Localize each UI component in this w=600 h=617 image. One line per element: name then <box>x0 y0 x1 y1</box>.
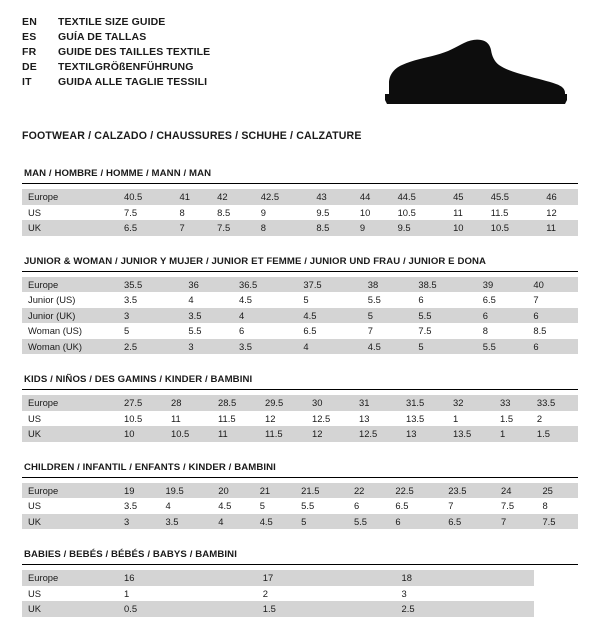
size-cell: 13.5 <box>447 426 494 442</box>
size-cell: 2.5 <box>396 601 535 617</box>
size-cell: 13.5 <box>400 411 447 427</box>
size-cell: 22.5 <box>389 483 442 499</box>
size-cell: 6.5 <box>442 514 495 530</box>
language-titles-body <box>22 16 210 91</box>
size-cell: 4.5 <box>254 514 295 530</box>
size-group-title: KIDS / NIÑOS / DES GAMINS / KINDER / BAMBINI <box>24 374 253 385</box>
size-group <box>22 462 578 530</box>
size-cell: 4.5 <box>362 339 413 355</box>
row-label: Woman (US) <box>22 323 118 339</box>
size-cell: 12 <box>259 411 306 427</box>
size-cell: 42 <box>211 189 255 205</box>
size-cell: 10 <box>447 220 485 236</box>
table-row <box>22 220 578 236</box>
table-row <box>22 339 578 355</box>
size-group-title: BABIES / BEBÉS / BÉBÉS / BABYS / BAMBINI <box>24 549 237 560</box>
size-cell: 21.5 <box>295 483 348 499</box>
size-groups <box>22 168 578 617</box>
table-row <box>22 308 578 324</box>
table-row <box>22 586 578 602</box>
footwear-section-title: FOOTWEAR / CALZADO / CHAUSSURES / SCHUHE / CALZATURE <box>22 130 362 142</box>
size-cell: 7 <box>527 292 578 308</box>
language-title: GUÍA DE TALLAS <box>58 30 147 43</box>
size-cell: 28.5 <box>212 395 259 411</box>
size-cell: 42.5 <box>255 189 311 205</box>
size-cell: 6.5 <box>389 498 442 514</box>
size-cell: 6.5 <box>297 323 361 339</box>
size-cell: 3.5 <box>118 498 159 514</box>
size-cell: 7 <box>442 498 495 514</box>
size-cell: 24 <box>495 483 536 499</box>
row-label: US <box>22 205 118 221</box>
size-cell: 40 <box>527 277 578 293</box>
divider <box>22 477 578 478</box>
size-cell: 7.5 <box>536 514 578 530</box>
table-row <box>22 514 578 530</box>
size-cell: 32 <box>447 395 494 411</box>
size-cell: 5.5 <box>362 292 413 308</box>
size-cell: 9 <box>354 220 392 236</box>
empty-cell <box>534 570 578 586</box>
size-cell: 29.5 <box>259 395 306 411</box>
size-cell: 3 <box>118 308 182 324</box>
size-cell: 7.5 <box>118 205 174 221</box>
language-title: GUIDA ALLE TAGLIE TESSILI <box>58 75 208 88</box>
row-label: Junior (UK) <box>22 308 118 324</box>
size-group <box>22 549 578 617</box>
size-cell: 11.5 <box>259 426 306 442</box>
size-cell: 11 <box>165 411 212 427</box>
size-cell: 8 <box>174 205 212 221</box>
empty-cell <box>534 586 578 602</box>
size-cell: 3.5 <box>118 292 182 308</box>
size-cell: 8.5 <box>211 205 255 221</box>
size-cell: 0.5 <box>118 601 257 617</box>
size-cell: 1.5 <box>257 601 396 617</box>
size-cell: 5 <box>118 323 182 339</box>
size-cell: 4 <box>182 292 233 308</box>
size-cell: 3 <box>118 514 159 530</box>
size-cell: 7.5 <box>412 323 476 339</box>
row-label: US <box>22 411 118 427</box>
empty-cell <box>534 601 578 617</box>
size-cell: 44 <box>354 189 392 205</box>
size-cell: 39 <box>477 277 528 293</box>
size-cell: 4.5 <box>297 308 361 324</box>
size-cell: 6 <box>477 308 528 324</box>
row-label: UK <box>22 426 118 442</box>
size-cell: 6.5 <box>477 292 528 308</box>
size-cell: 12.5 <box>306 411 353 427</box>
size-cell: 6 <box>527 308 578 324</box>
table-row <box>22 323 578 339</box>
size-cell: 38.5 <box>412 277 476 293</box>
size-cell: 22 <box>348 483 389 499</box>
size-cell: 8 <box>536 498 578 514</box>
size-cell: 1.5 <box>494 411 531 427</box>
row-label: US <box>22 498 118 514</box>
size-cell: 1 <box>494 426 531 442</box>
size-cell: 3 <box>396 586 535 602</box>
size-cell: 19.5 <box>159 483 212 499</box>
size-cell: 19 <box>118 483 159 499</box>
size-group-title: CHILDREN / INFANTIL / ENFANTS / KINDER / BAMBINI <box>24 461 276 473</box>
size-cell: 11 <box>540 220 578 236</box>
row-label: Europe <box>22 395 118 411</box>
language-code: EN <box>22 16 37 28</box>
size-cell: 4 <box>297 339 361 355</box>
row-label: Junior (US) <box>22 292 118 308</box>
row-label: UK <box>22 601 118 617</box>
size-cell: 16 <box>118 570 257 586</box>
size-cell: 30 <box>306 395 353 411</box>
size-cell: 5.5 <box>412 308 476 324</box>
size-table <box>22 189 578 236</box>
language-row <box>22 76 210 91</box>
size-cell: 20 <box>212 483 253 499</box>
size-cell: 7 <box>362 323 413 339</box>
size-cell: 1 <box>118 586 257 602</box>
size-cell: 8.5 <box>310 220 354 236</box>
size-cell: 13 <box>400 426 447 442</box>
size-cell: 35.5 <box>118 277 182 293</box>
row-label: Woman (UK) <box>22 339 118 355</box>
language-title: TEXTILE SIZE GUIDE <box>58 16 166 28</box>
row-label: Europe <box>22 570 118 586</box>
table-row <box>22 205 578 221</box>
size-cell: 38 <box>362 277 413 293</box>
size-cell: 5 <box>412 339 476 355</box>
size-cell: 28 <box>165 395 212 411</box>
size-table <box>22 570 578 617</box>
language-title: TEXTILGRÖßENFÜHRUNG <box>58 60 194 73</box>
size-cell: 11.5 <box>485 205 541 221</box>
document-header <box>22 16 578 116</box>
size-cell: 18 <box>396 570 535 586</box>
size-cell: 31.5 <box>400 395 447 411</box>
language-code: ES <box>22 30 37 43</box>
size-cell: 3.5 <box>182 308 233 324</box>
table-row <box>22 426 578 442</box>
size-cell: 37.5 <box>297 277 361 293</box>
language-code: IT <box>22 75 32 88</box>
size-cell: 6 <box>527 339 578 355</box>
size-cell: 4.5 <box>212 498 253 514</box>
size-cell: 11 <box>447 205 485 221</box>
table-row <box>22 292 578 308</box>
size-cell: 7 <box>174 220 212 236</box>
size-cell: 13 <box>353 411 400 427</box>
size-cell: 8 <box>255 220 311 236</box>
size-cell: 7.5 <box>495 498 536 514</box>
size-group <box>22 374 578 442</box>
dress-shoe-icon <box>380 36 570 108</box>
size-cell: 2 <box>257 586 396 602</box>
size-cell: 6 <box>412 292 476 308</box>
language-row <box>22 61 210 76</box>
size-cell: 40.5 <box>118 189 174 205</box>
size-cell: 2 <box>531 411 578 427</box>
size-cell: 45.5 <box>485 189 541 205</box>
table-row <box>22 411 578 427</box>
size-cell: 5.5 <box>182 323 233 339</box>
divider <box>22 564 578 565</box>
table-row <box>22 395 578 411</box>
size-cell: 10 <box>118 426 165 442</box>
size-cell: 9.5 <box>392 220 448 236</box>
size-cell: 3.5 <box>159 514 212 530</box>
size-cell: 44.5 <box>392 189 448 205</box>
size-group <box>22 256 578 355</box>
size-cell: 6 <box>348 498 389 514</box>
language-code: FR <box>22 45 37 58</box>
size-cell: 6.5 <box>118 220 174 236</box>
size-cell: 4.5 <box>233 292 297 308</box>
size-cell: 2.5 <box>118 339 182 355</box>
size-cell: 31 <box>353 395 400 411</box>
size-table <box>22 483 578 530</box>
size-cell: 1.5 <box>531 426 578 442</box>
size-cell: 3.5 <box>233 339 297 355</box>
language-row <box>22 46 210 61</box>
size-cell: 12 <box>540 205 578 221</box>
size-cell: 23.5 <box>442 483 495 499</box>
size-cell: 33.5 <box>531 395 578 411</box>
size-cell: 5 <box>362 308 413 324</box>
size-cell: 5.5 <box>477 339 528 355</box>
size-cell: 5 <box>297 292 361 308</box>
size-cell: 6 <box>233 323 297 339</box>
size-cell: 3 <box>182 339 233 355</box>
row-label: US <box>22 586 118 602</box>
size-cell: 7.5 <box>211 220 255 236</box>
table-row <box>22 601 578 617</box>
table-row <box>22 277 578 293</box>
size-cell: 46 <box>540 189 578 205</box>
size-cell: 4 <box>212 514 253 530</box>
table-row <box>22 189 578 205</box>
size-cell: 45 <box>447 189 485 205</box>
divider <box>22 183 578 184</box>
size-cell: 36 <box>182 277 233 293</box>
size-cell: 8.5 <box>527 323 578 339</box>
size-cell: 4 <box>233 308 297 324</box>
size-cell: 10.5 <box>485 220 541 236</box>
size-cell: 10 <box>354 205 392 221</box>
size-table <box>22 277 578 355</box>
language-row <box>22 31 210 46</box>
size-cell: 36.5 <box>233 277 297 293</box>
divider <box>22 271 578 272</box>
language-title: GUIDE DES TAILLES TEXTILE <box>58 45 211 58</box>
language-titles-table <box>22 16 210 91</box>
size-cell: 5 <box>254 498 295 514</box>
row-label: UK <box>22 220 118 236</box>
row-label: Europe <box>22 189 118 205</box>
table-row <box>22 483 578 499</box>
language-code: DE <box>22 60 37 73</box>
row-label: Europe <box>22 483 118 499</box>
size-cell: 43 <box>310 189 354 205</box>
size-cell: 6 <box>389 514 442 530</box>
row-label: Europe <box>22 277 118 293</box>
size-cell: 10.5 <box>392 205 448 221</box>
size-cell: 11 <box>212 426 259 442</box>
size-cell: 21 <box>254 483 295 499</box>
size-cell: 27.5 <box>118 395 165 411</box>
size-group-title: MAN / HOMBRE / HOMME / MANN / MAN <box>24 168 212 179</box>
row-label: UK <box>22 514 118 530</box>
size-cell: 9.5 <box>310 205 354 221</box>
size-cell: 5.5 <box>348 514 389 530</box>
size-cell: 10.5 <box>118 411 165 427</box>
size-cell: 7 <box>495 514 536 530</box>
size-cell: 5.5 <box>295 498 348 514</box>
size-table <box>22 395 578 442</box>
size-cell: 17 <box>257 570 396 586</box>
table-row <box>22 570 578 586</box>
divider <box>22 389 578 390</box>
language-row <box>22 16 210 31</box>
size-cell: 4 <box>159 498 212 514</box>
table-row <box>22 498 578 514</box>
size-cell: 10.5 <box>165 426 212 442</box>
size-cell: 11.5 <box>212 411 259 427</box>
size-cell: 1 <box>447 411 494 427</box>
size-group <box>22 168 578 236</box>
size-cell: 12 <box>306 426 353 442</box>
size-cell: 5 <box>295 514 348 530</box>
size-cell: 12.5 <box>353 426 400 442</box>
size-cell: 9 <box>255 205 311 221</box>
size-cell: 25 <box>536 483 578 499</box>
size-cell: 41 <box>174 189 212 205</box>
size-group-title: JUNIOR & WOMAN / JUNIOR Y MUJER / JUNIOR ET FEMME / JUNIOR UND FRAU / JUNIOR E DONA <box>24 255 487 267</box>
size-cell: 33 <box>494 395 531 411</box>
size-cell: 8 <box>477 323 528 339</box>
